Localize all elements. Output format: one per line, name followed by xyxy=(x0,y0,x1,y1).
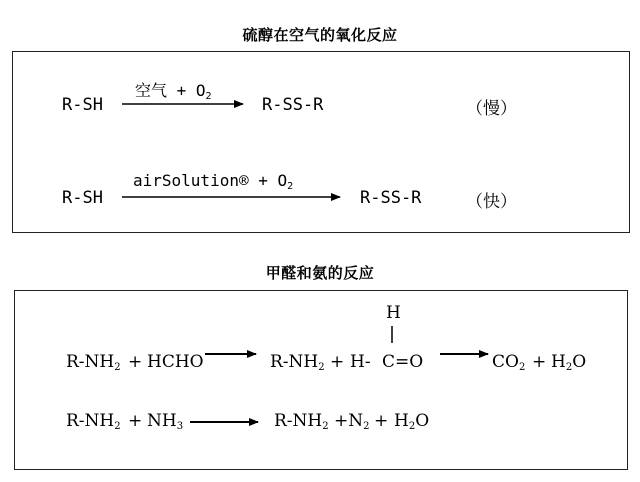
plus-a2: + xyxy=(330,352,345,372)
condition-air-o2: 空气 + $O_2$ xyxy=(135,81,212,102)
product-n2: $+N_2$ xyxy=(334,411,370,432)
reactant-r-nh2-b: $R-NH_2$ xyxy=(66,411,121,432)
product-h2o-b: $H_2O$ xyxy=(394,411,430,432)
product-rssr-fast: R-SS-R xyxy=(360,188,422,208)
reactant-r-nh2-a: $R-NH_2$ xyxy=(66,352,121,373)
h-top: H xyxy=(386,303,401,323)
plus-b1: + xyxy=(128,411,143,431)
product-rssr-slow: R-SS-R xyxy=(262,95,324,115)
plus-a3: + xyxy=(532,352,547,372)
reactant-rsh-slow: R-SH xyxy=(62,95,103,115)
reactant-hcho: HCHO xyxy=(147,352,204,372)
product-co2: $CO_2$ xyxy=(492,352,526,373)
reactant-rsh-fast: R-SH xyxy=(62,188,103,208)
carbonyl: C=O xyxy=(382,352,424,372)
condition-airsolution-o2: airSolution® + $O_2$ xyxy=(133,171,294,192)
product-r-nh2-b: $R-NH_2$ xyxy=(274,411,329,432)
rate-slow: （慢） xyxy=(466,99,517,119)
rate-fast: （快） xyxy=(466,192,517,212)
section-title-thiol-oxidation: 硫醇在空气的氧化反应 xyxy=(242,26,398,44)
plus-a1: + xyxy=(128,352,143,372)
reactant-nh3: $NH_3$ xyxy=(147,411,184,432)
plus-b3: + xyxy=(374,411,389,431)
section-title-formaldehyde-ammonia: 甲醛和氨的反应 xyxy=(265,264,375,282)
h-dash: H- xyxy=(350,352,371,372)
product-h2o-a: $H_2O$ xyxy=(551,352,587,373)
product-r-nh2-a: $R-NH_2$ xyxy=(270,352,325,373)
